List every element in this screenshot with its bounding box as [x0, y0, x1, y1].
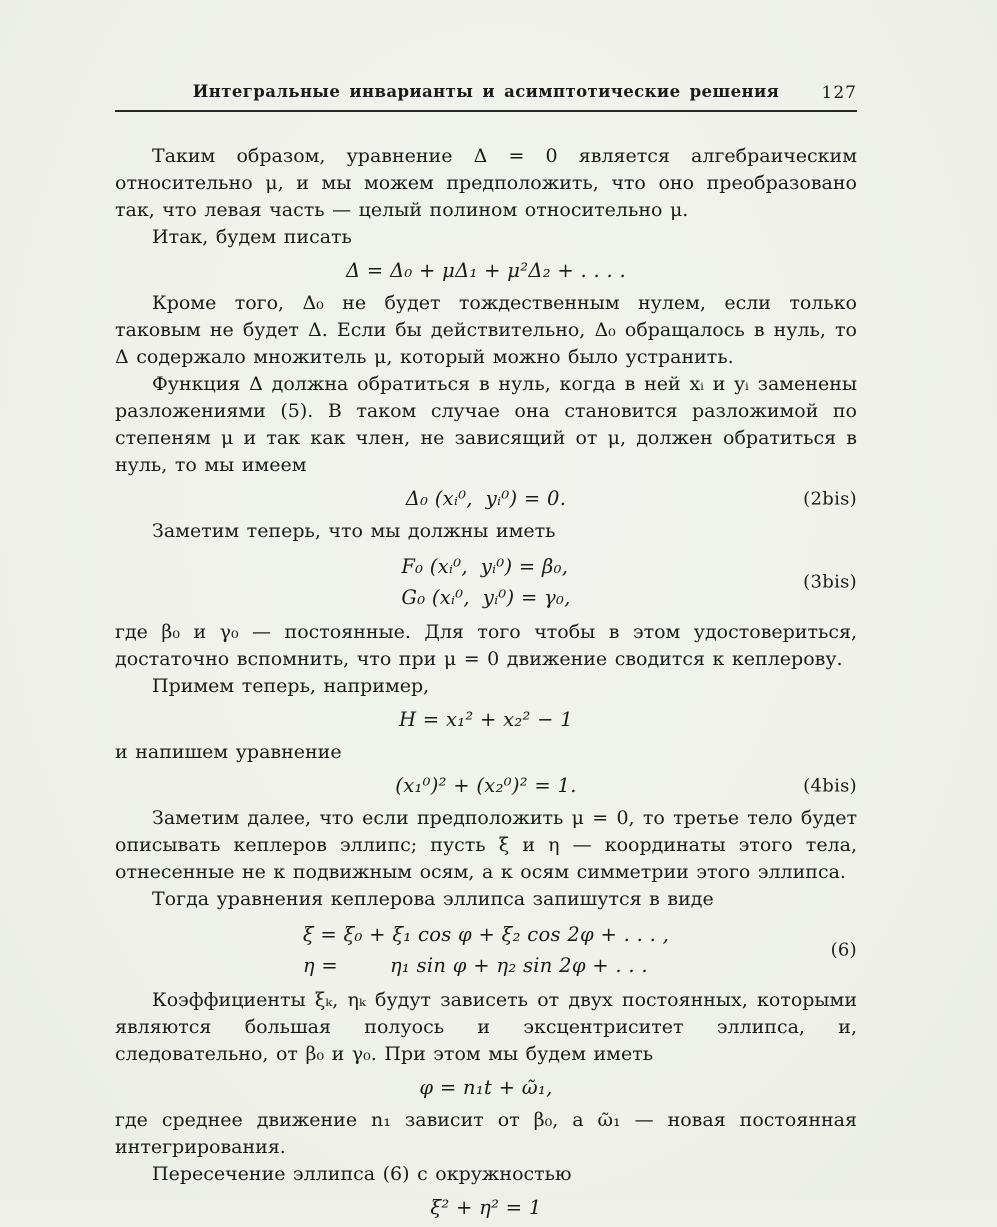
equation-text: F₀ (xᵢ⁰, yᵢ⁰) = β₀,	[401, 555, 569, 578]
header-rule	[115, 110, 857, 112]
paragraph: Функция Δ должна обратиться в нуль, когда в ней xᵢ и yᵢ заменены разложениями (5). В таком случае она становится разложимой по степеням μ и так как член, не зависящий от μ, должен обратиться в нуль, то мы имеем	[115, 373, 857, 476]
equation-text: Δ₀ (xᵢ⁰, yᵢ⁰) = 0.	[405, 487, 567, 510]
paragraph: где среднее движение n₁ зависит от β₀, а ῶ₁ — новая постоянная интегрирования.	[115, 1109, 857, 1158]
paragraph: Кроме того, Δ₀ не будет тождественным нулем, если только таковым не будет Δ. Если бы действительно, Δ₀ обращалось в нуль, то Δ содержало множитель μ, который можно было устранить.	[115, 292, 857, 368]
equation	[115, 257, 857, 284]
equation-lines	[401, 551, 570, 613]
paragraph: и напишем уравнение	[115, 741, 342, 763]
equation-lines	[303, 919, 669, 981]
equation	[115, 919, 857, 981]
paragraph: Пересечение эллипса (6) с окружностью	[152, 1163, 572, 1185]
paragraph: Коэффициенты ξₖ, ηₖ будут зависеть от двух постоянных, которыми являются большая полуось и эксцентриситет эллипса, и, следовательно, от β₀ и γ₀. При этом мы будем иметь	[115, 989, 857, 1065]
equation	[115, 551, 857, 613]
page-header	[115, 82, 857, 106]
equation	[115, 772, 857, 799]
paragraph: Примем теперь, например,	[152, 675, 430, 697]
equation-tag: (3bis)	[803, 571, 857, 593]
equation	[115, 1194, 857, 1221]
paragraph: Заметим теперь, что мы должны иметь	[152, 520, 556, 542]
equation	[115, 485, 857, 512]
paragraph: Таким образом, уравнение Δ = 0 является алгебраическим относительно μ, и мы можем предположить, что оно преобразовано так, что левая часть — целый полином относительно μ.	[115, 145, 857, 221]
paragraph: Заметим далее, что если предположить μ = 0, то третье тело будет описывать кеплеров эллипс; пусть ξ и η — координаты этого тела, отнесенные не к подвижным осям, а к осям симметрии этого эллипса.	[115, 807, 857, 883]
equation-text: G₀ (xᵢ⁰, yᵢ⁰) = γ₀,	[401, 586, 571, 609]
paragraph: Тогда уравнения кеплерова эллипса запишутся в виде	[152, 888, 714, 910]
equation-text: (x₁⁰)² + (x₂⁰)² = 1.	[395, 774, 577, 797]
equation-tag: (6)	[830, 939, 857, 961]
equation-tag: (2bis)	[803, 488, 857, 509]
equation-text: ξ = ξ₀ + ξ₁ cos φ + ξ₂ cos 2φ + . . . ,	[302, 923, 670, 946]
equation	[115, 1074, 857, 1101]
running-title: Интегральные инварианты и асимптотические решения	[192, 82, 780, 101]
equation-text: Δ = Δ₀ + μΔ₁ + μ²Δ₂ + . . . .	[346, 259, 626, 282]
page-number: 127	[821, 83, 857, 103]
page-content	[115, 82, 857, 1227]
paragraph: где β₀ и γ₀ — постоянные. Для того чтобы в этом удостовериться, достаточно вспомнить, что при μ = 0 движение сводится к кеплерову.	[115, 621, 857, 670]
equation-text: η = η₁ sin φ + η₂ sin 2φ + . . .	[302, 954, 648, 977]
equation-tag: (4bis)	[803, 775, 857, 796]
equation-text: H = x₁² + x₂² − 1	[399, 708, 573, 731]
equation-text: ξ² + η² = 1	[430, 1196, 542, 1219]
paragraph: Итак, будем писать	[152, 226, 352, 248]
equation-text: φ = n₁t + ῶ₁,	[419, 1076, 553, 1099]
equation	[115, 706, 857, 733]
